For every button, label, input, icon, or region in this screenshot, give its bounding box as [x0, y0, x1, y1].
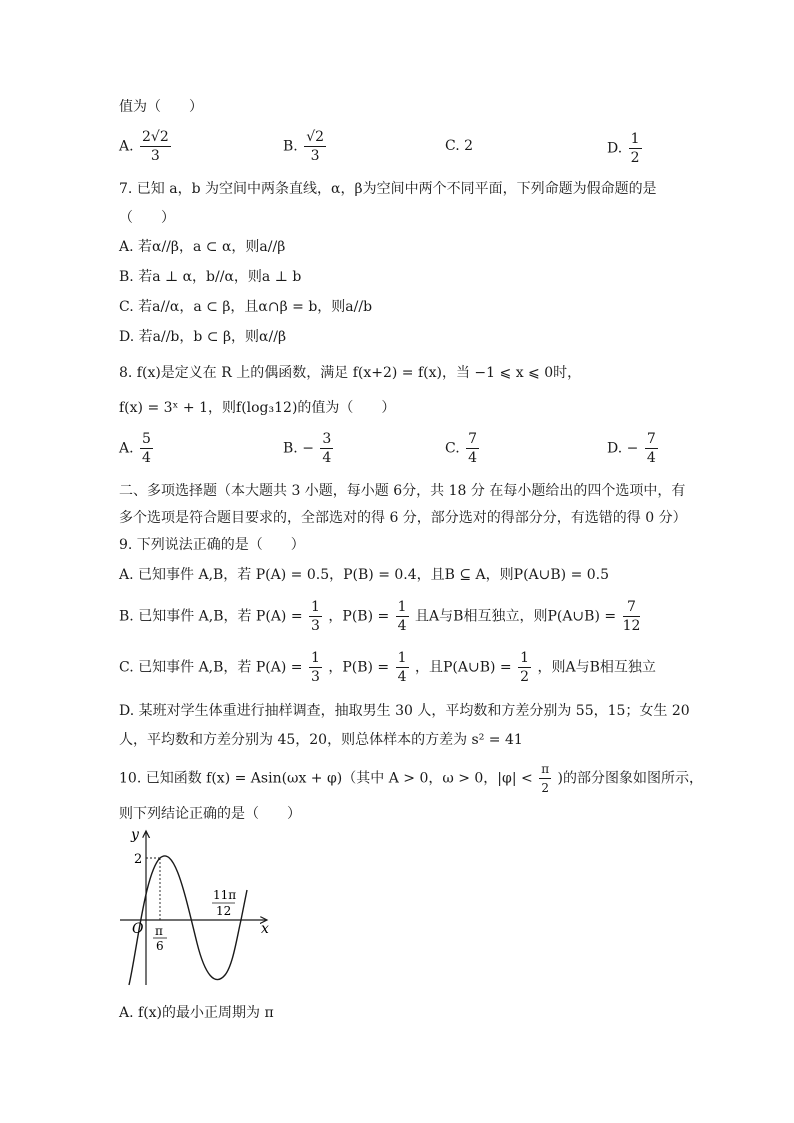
q6-a-fraction: $\frac{2√2}{3}$	[142, 129, 169, 164]
x-tick-11pi12-num: 11π	[213, 888, 237, 902]
q9-stem: 9. 下列说法正确的是（ ）	[119, 537, 305, 553]
origin-label: O	[132, 921, 144, 937]
sine-graph-figure	[115, 825, 285, 990]
q7-stem-paren: （ ）	[119, 210, 175, 226]
q6-d-fraction: $\frac{1}{2}$	[630, 131, 640, 166]
q7-stem: 7. 已知 a，b 为空间中两条直线，α，β为空间中两个不同平面，下列命题为假命题的是	[119, 181, 657, 197]
q9-option-c[interactable]: C. 已知事件 A,B，若 P(A) = $\frac{1}{3}$ ，P(B) = $\frac{1}{4}$ ，且P(A∪B) = $\frac{1}{2}$ ，则A与B相互独立	[119, 650, 656, 685]
q8-option-d[interactable]: D. − $\frac{7}{4}$	[607, 431, 656, 466]
q9-option-b[interactable]: B. 已知事件 A,B，若 P(A) = $\frac{1}{3}$ ，P(B) = $\frac{1}{4}$ 且A与B相互独立，则P(A∪B) = $\frac{7}{12}$	[119, 599, 641, 634]
q8-stem: 8. f(x)是定义在 R 上的偶函数，满足 f(x+2) = f(x)，当 −1 ⩽ x ⩽ 0时，	[119, 365, 582, 381]
q6-option-a[interactable]: A. $\frac{2√2}{3}$	[119, 129, 169, 164]
q8-option-b[interactable]: B. − $\frac{3}{4}$	[283, 431, 332, 466]
q7-option-b[interactable]: B. 若a ⊥ α，b//α，则a ⊥ b	[119, 269, 302, 285]
q6-option-d[interactable]: D. $\frac{1}{2}$	[607, 131, 640, 166]
q8-option-a[interactable]: A. $\frac{5}{4}$	[119, 431, 151, 466]
q7-option-d[interactable]: D. 若a//b，b ⊂ β，则α//β	[119, 329, 287, 345]
q7-option-a[interactable]: A. 若α//β，a ⊂ α，则a//β	[119, 239, 286, 255]
x-tick-pi6-num: π	[155, 924, 163, 938]
q6-option-b[interactable]: B. $\frac{√2}{3}$	[283, 129, 325, 164]
x-tick-11pi12-den: 12	[216, 904, 232, 918]
q8-stem-2: f(x) = 3ˣ + 1，则f(log₃12)的值为（ ）	[119, 400, 396, 416]
x-tick-pi6-den: 6	[156, 939, 164, 953]
q7-option-c[interactable]: C. 若a//α，a ⊂ β，且α∩β = b，则a//b	[119, 299, 373, 315]
q9-option-a[interactable]: A. 已知事件 A,B，若 P(A) = 0.5，P(B) = 0.4，且B ⊆ A，则P(A∪B) = 0.5	[119, 567, 610, 583]
y-axis-label: y	[131, 827, 139, 843]
q9-option-d-line1[interactable]: D. 某班对学生体重进行抽样调查，抽取男生 30 人，平均数和方差分别为 55，15；女生 20	[119, 703, 690, 719]
q10-option-a[interactable]: A. f(x)的最小正周期为 π	[119, 1005, 274, 1021]
q6-b-fraction: $\frac{√2}{3}$	[306, 129, 325, 164]
q9-option-d-line2: 人，平均数和方差分别为 45，20，则总体样本的方差为 s² = 41	[119, 732, 523, 748]
x-axis-label: x	[261, 921, 269, 937]
y-tick-2: 2	[134, 852, 143, 867]
section2-header-line2: 多个选项是符合题目要求的，全部选对的得 6 分，部分选对的得部分分，有选错的得 0 分）	[119, 510, 687, 526]
q6-option-c[interactable]: C. 2	[445, 138, 474, 154]
q6-stem-tail: 值为（ ）	[119, 99, 203, 115]
section2-header-line1: 二、多项选择题（本大题共 3 小题，每小题 6分，共 18 分 在每小题给出的四个选项中，有	[119, 483, 686, 499]
q10-stem-2: 则下列结论正确的是（ ）	[119, 806, 301, 822]
q10-stem: 10. 已知函数 f(x) = Asin(ωx + φ)（其中 A > 0，ω > 0，|φ| < $\frac{\pi}{2}$ )的部分图象如图所示，	[119, 762, 703, 795]
q8-option-c[interactable]: C. $\frac{7}{4}$	[445, 431, 478, 466]
